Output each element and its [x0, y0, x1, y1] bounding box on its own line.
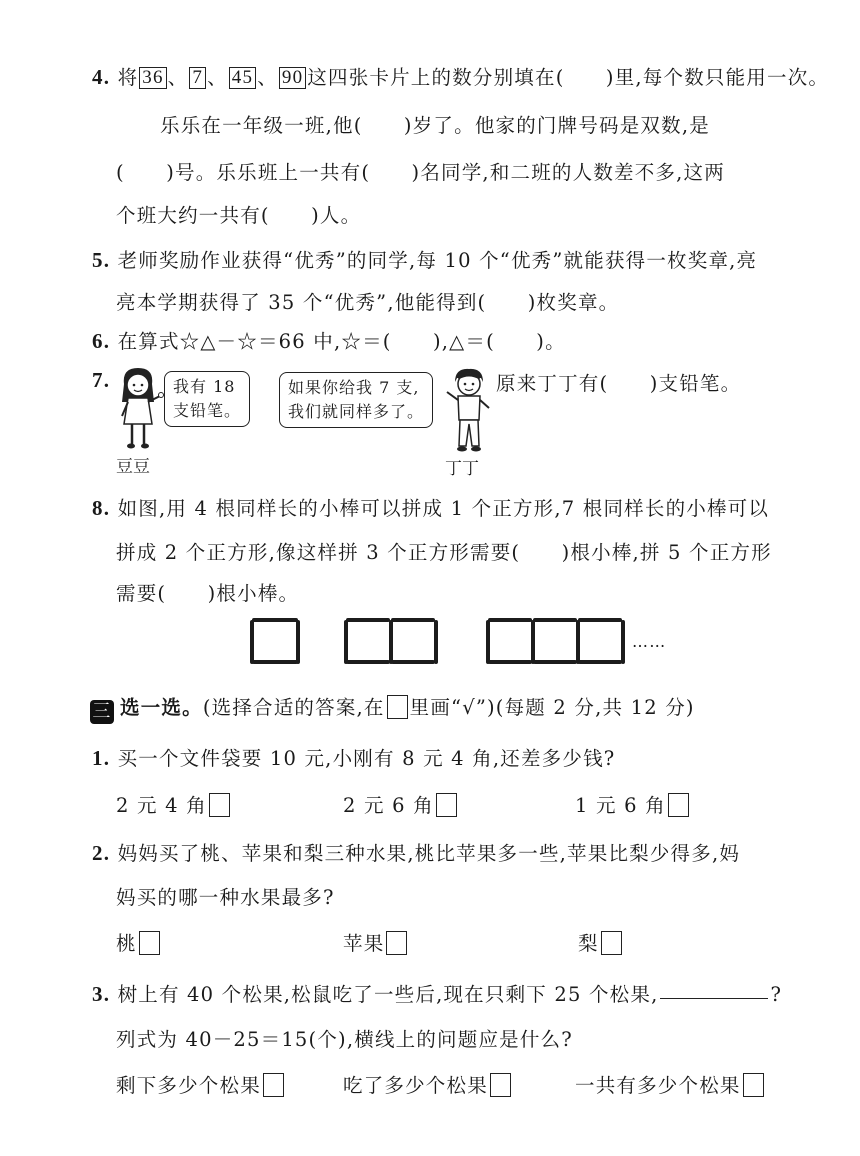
name-dingding: 丁丁: [445, 459, 479, 479]
stick: [488, 660, 532, 664]
answer-checkbox[interactable]: [668, 793, 689, 817]
figure-ellipsis: ……: [632, 632, 667, 651]
q6-line: [92, 326, 566, 354]
stick: [346, 618, 390, 622]
stick: [252, 660, 298, 664]
section-3-title: 选一选。: [120, 696, 203, 719]
stick: [533, 618, 577, 622]
option-label: 桃: [116, 932, 137, 955]
s2-line1: [92, 838, 740, 866]
option-label: 剩下多少个松果: [116, 1074, 261, 1097]
bubble-text: 支铅笔。: [173, 401, 242, 420]
s2-option-2[interactable]: [343, 928, 407, 956]
separator: 、: [167, 66, 189, 89]
s3-number: 3.: [92, 982, 111, 1006]
stick: [252, 618, 298, 622]
section-3-instruction-a: (选择合适的答案,在: [202, 696, 385, 719]
q4-line1: [92, 62, 829, 90]
s3-line1: [92, 979, 782, 1007]
q5-line1: [92, 245, 757, 273]
answer-checkbox[interactable]: [209, 793, 230, 817]
answer-checkbox[interactable]: [139, 931, 160, 955]
stick: [434, 620, 438, 664]
bubble-text: 我有 18: [173, 377, 236, 396]
stick: [391, 618, 435, 622]
stick: [576, 620, 580, 664]
option-label: 苹果: [343, 932, 385, 955]
number-card-4: 90: [279, 67, 306, 89]
number-card-3: 45: [229, 67, 256, 89]
answer-checkbox[interactable]: [436, 793, 457, 817]
s1-option-1[interactable]: [116, 790, 230, 818]
stick: [391, 660, 435, 664]
answer-checkbox[interactable]: [743, 1073, 764, 1097]
q8-number: 8.: [92, 496, 111, 520]
stick: [533, 660, 577, 664]
number-card-1: 36: [139, 67, 166, 89]
stick: [621, 620, 625, 664]
option-label: 吃了多少个松果: [343, 1074, 488, 1097]
q5-line2: 亮本学期获得了 35 个“优秀”,他能得到( )枚奖章。: [116, 291, 620, 314]
stick: [578, 618, 622, 622]
stick: [389, 620, 393, 664]
dingding-speech-bubble: [279, 372, 433, 428]
dingding-boy-illustration: [443, 366, 495, 456]
stick: [531, 620, 535, 664]
s3-line2: 列式为 40－25＝15(个),横线上的问题应是什么?: [116, 1028, 573, 1051]
s3-option-1[interactable]: [116, 1070, 284, 1098]
option-label: 2 元 6 角: [343, 794, 434, 817]
bubble-text: 如果你给我 7 支,: [288, 378, 420, 397]
checkbox-sample: [387, 695, 408, 719]
stick: [296, 620, 300, 664]
option-label: 1 元 6 角: [575, 794, 666, 817]
name-doudou: 豆豆: [116, 457, 150, 477]
answer-checkbox[interactable]: [386, 931, 407, 955]
q8-line2: 拼成 2 个正方形,像这样拼 3 个正方形需要( )根小棒,拼 5 个正方形: [116, 541, 772, 564]
q6-number: 6.: [92, 329, 111, 353]
s1-question: 买一个文件袋要 10 元,小刚有 8 元 4 角,还差多少钱?: [117, 747, 616, 770]
s1-number: 1.: [92, 746, 111, 770]
q4-line2: 乐乐在一年级一班,他( )岁了。他家的门牌号码是双数,是: [160, 114, 710, 137]
q5-number: 5.: [92, 248, 111, 272]
q6-text: 在算式☆△－☆＝66 中,☆＝( ),△＝( )。: [117, 330, 566, 353]
q8-line3: 需要( )根小棒。: [116, 582, 300, 605]
separator: 、: [207, 66, 228, 89]
q4-line3: ( )号。乐乐班上一共有( )名同学,和二班的人数差不多,这两: [116, 161, 725, 184]
stick: [250, 620, 254, 664]
doudou-girl-illustration: [114, 366, 166, 452]
section-3-icon: 三: [90, 700, 114, 724]
answer-checkbox[interactable]: [601, 931, 622, 955]
section-3-instruction-b: 里画“√”)(每题 2 分,共 12 分): [409, 696, 695, 719]
s1-question-line: [92, 743, 615, 771]
q4-text-a: 将: [117, 66, 139, 89]
s1-option-3[interactable]: [575, 790, 689, 818]
doudou-speech-bubble: [164, 371, 250, 427]
s3-option-2[interactable]: [343, 1070, 511, 1098]
number-card-2: 7: [189, 67, 206, 89]
option-label: 一共有多少个松果: [575, 1074, 741, 1097]
question-mark: ?: [770, 983, 783, 1006]
s2-line2: 妈买的哪一种水果最多?: [116, 886, 335, 909]
q7-number-line: [92, 368, 110, 393]
answer-checkbox[interactable]: [263, 1073, 284, 1097]
q8-text-1: 如图,用 4 根同样长的小棒可以拼成 1 个正方形,7 根同样长的小棒可以: [117, 497, 770, 520]
q4-line4: 个班大约一共有( )人。: [116, 204, 362, 227]
section-3-header: [90, 692, 695, 724]
answer-checkbox[interactable]: [490, 1073, 511, 1097]
q4-number: 4.: [92, 65, 111, 89]
q4-text-b: 这四张卡片上的数分别填在( )里,每个数只能用一次。: [307, 66, 830, 89]
stick: [488, 618, 532, 622]
s2-number: 2.: [92, 841, 111, 865]
stick: [346, 660, 390, 664]
s2-text-1: 妈妈买了桃、苹果和梨三种水果,桃比苹果多一些,苹果比梨少得多,妈: [117, 842, 741, 865]
answer-blank-line: [660, 984, 768, 999]
stick: [344, 620, 348, 664]
q8-line1: [92, 493, 769, 521]
s2-option-1[interactable]: [116, 928, 160, 956]
q7-question: 原来丁丁有( )支铅笔。: [496, 372, 742, 395]
bubble-text: 我们就同样多了。: [288, 402, 425, 421]
option-label: 梨: [578, 932, 599, 955]
option-label: 2 元 4 角: [116, 794, 207, 817]
s1-option-2[interactable]: [343, 790, 457, 818]
q5-text-1: 老师奖励作业获得“优秀”的同学,每 10 个“优秀”就能获得一枚奖章,亮: [117, 249, 758, 272]
separator: 、: [257, 66, 278, 89]
stick: [578, 660, 622, 664]
s2-option-3[interactable]: [578, 928, 622, 956]
q7-number: 7.: [92, 368, 111, 392]
stick: [486, 620, 490, 664]
s3-option-3[interactable]: [575, 1070, 764, 1098]
s3-text-1: 树上有 40 个松果,松鼠吃了一些后,现在只剩下 25 个松果,: [117, 983, 659, 1006]
